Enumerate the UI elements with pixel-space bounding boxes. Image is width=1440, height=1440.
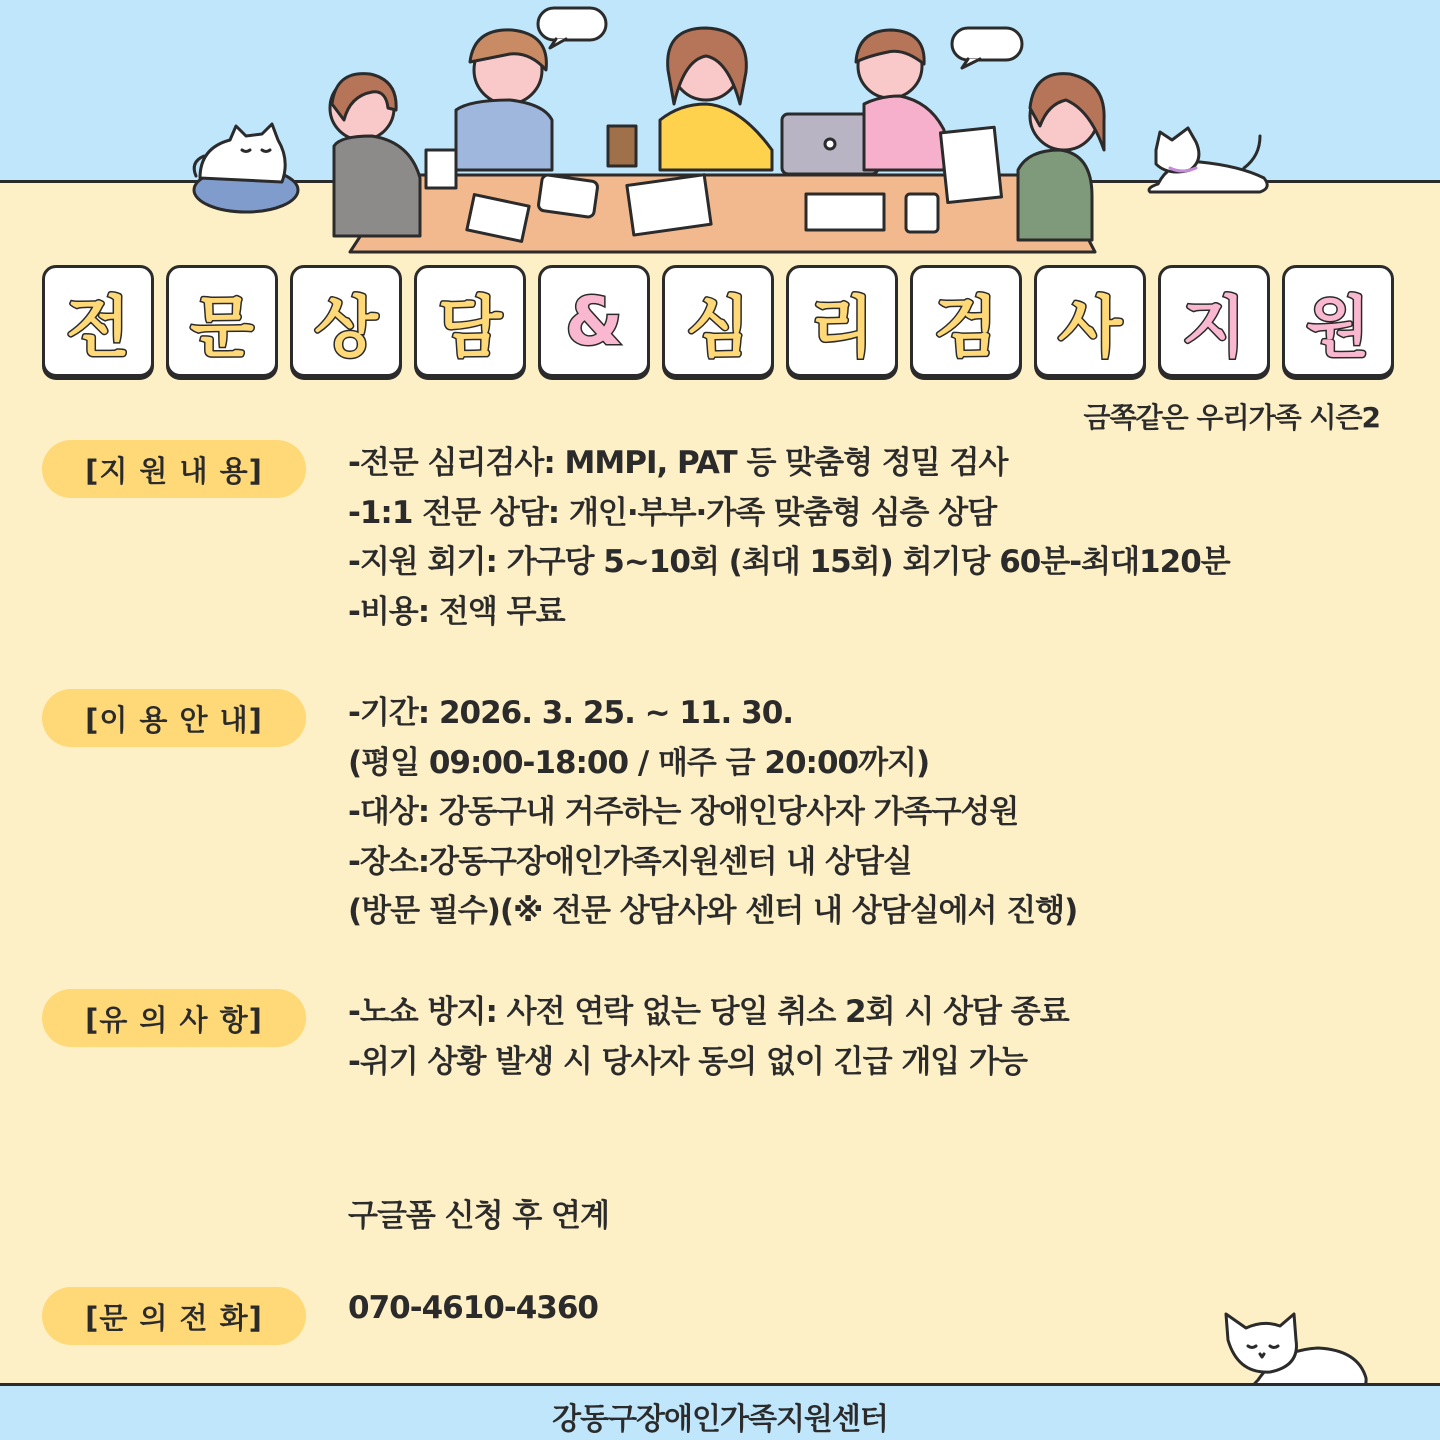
cat-lying-icon <box>1149 128 1267 192</box>
usage-line: (방문 필수)(※ 전문 상담사와 센터 내 상담실에서 진행) <box>348 893 1078 929</box>
title-tile: 심 <box>662 265 774 377</box>
section-label-support: [지 원 내 용] <box>42 440 306 498</box>
caution-line: -노쇼 방지: 사전 연락 없는 당일 취소 2회 시 상담 종료 <box>348 994 1069 1030</box>
contact-phone[interactable]: 070-4610-4360 <box>348 1290 599 1326</box>
speech-bubble-icon <box>952 28 1022 60</box>
title-tile: 검 <box>910 265 1022 377</box>
support-line: -지원 회기: 가구당 5~10회 (최대 15회) 회기당 60분-최대120분 <box>348 544 1230 580</box>
speech-bubble-icon <box>538 8 606 40</box>
usage-line: -기간: 2026. 3. 25. ~ 11. 30. <box>348 695 794 731</box>
support-line: -전문 심리검사: MMPI, PAT 등 맞춤형 정밀 검사 <box>348 445 1008 481</box>
title-tile: 담 <box>414 265 526 377</box>
meeting-illustration <box>0 0 1440 260</box>
subtitle: 금쪽같은 우리가족 시즌2 <box>1083 401 1380 434</box>
section-label-caution: [유 의 사 항] <box>42 989 306 1047</box>
usage-line: (평일 09:00-18:00 / 매주 금 20:00까지) <box>348 744 930 781</box>
footer-organization: 강동구장애인가족지원센터 <box>552 1402 888 1437</box>
support-details <box>348 442 1230 640</box>
title-tile: & <box>538 265 650 377</box>
title-banner <box>42 265 1400 383</box>
title-tile: 사 <box>1034 265 1146 377</box>
caution-line: -위기 상황 발생 시 당사자 동의 없이 긴급 개입 가능 <box>348 1043 1027 1080</box>
section-label-usage: [이 용 안 내] <box>42 689 306 747</box>
caution-details <box>348 991 1069 1090</box>
section-label-contact: [문 의 전 화] <box>42 1287 306 1345</box>
usage-line: -대상: 강동구내 거주하는 장애인당사자 가족구성원 <box>348 794 1019 830</box>
cat-on-cushion-icon <box>194 124 298 212</box>
title-tile: 원 <box>1282 265 1394 377</box>
support-line: -1:1 전문 상담: 개인·부부·가족 맞춤형 심층 상담 <box>348 494 997 531</box>
usage-details <box>348 692 1077 940</box>
title-tile: 전 <box>42 265 154 377</box>
support-line: -비용: 전액 무료 <box>348 593 565 630</box>
title-tile: 지 <box>1158 265 1270 377</box>
usage-line: -장소:강동구장애인가족지원센터 내 상담실 <box>348 843 912 880</box>
title-tile: 문 <box>166 265 278 377</box>
apply-note: 구글폼 신청 후 연계 <box>348 1198 609 1234</box>
title-tile: 리 <box>786 265 898 377</box>
title-tile: 상 <box>290 265 402 377</box>
